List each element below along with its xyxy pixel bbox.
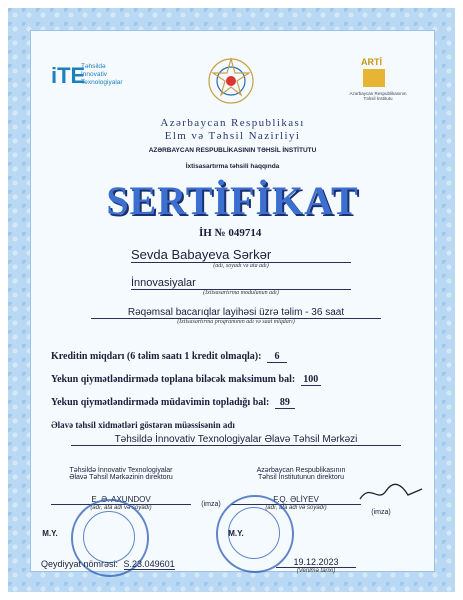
left-title-2: Əlavə Təhsil Mərkəzinin direktoru bbox=[69, 474, 173, 481]
institute-name: AZƏRBAYCAN RESPUBLİKASININ TƏHSİL İNSTİTUTU bbox=[148, 147, 317, 154]
signatory-right bbox=[221, 467, 381, 481]
ite-logo-mark: iTE bbox=[51, 63, 86, 88]
right-title-1: Azərbaycan Respublikasının bbox=[256, 467, 346, 474]
left-seal-label: M.Y. bbox=[42, 529, 58, 538]
ite-logo-line2: İnnovativ bbox=[81, 71, 108, 78]
ministry-line-1: Azərbaycan Respublikası bbox=[160, 117, 305, 129]
ite-logo-line1: Təhsildə bbox=[81, 63, 106, 70]
credit-label: Kreditin miqdarı (6 təlim saatı 1 kredit olmaqla): bbox=[51, 351, 262, 362]
provider-name: Təhsildə İnnovativ Texnologiyalar Əlavə Təhsil Mərkəzi bbox=[71, 434, 401, 446]
max-score-label: Yekun qiymətləndirmədə toplana biləcək maksimum bal: bbox=[51, 374, 296, 385]
arti-logo bbox=[343, 57, 423, 117]
max-score-value: 100 bbox=[301, 374, 321, 386]
right-signer-name: F.Q. ƏLİYEV bbox=[231, 495, 361, 505]
program-caption: (İxtisasartırma proqramının adı və saat miqdarı) bbox=[177, 319, 295, 325]
number-prefix: İH № bbox=[199, 227, 226, 239]
registration-label: Qeydiyyat nömrəsi: bbox=[41, 559, 119, 569]
handwritten-signature bbox=[356, 481, 426, 505]
credit-row bbox=[51, 351, 421, 363]
arti-logo-name: ARTİ bbox=[361, 57, 382, 67]
module-block bbox=[131, 277, 351, 296]
program-block bbox=[91, 307, 381, 325]
recipient-name: Sevda Babayeva Sərkər bbox=[131, 247, 351, 263]
right-title-2: Təhsil İnstitutunun direktoru bbox=[258, 474, 344, 481]
earned-score-row bbox=[51, 397, 421, 409]
ite-logo-line3: Texnologiyalar bbox=[81, 79, 123, 86]
arti-book-icon bbox=[363, 69, 385, 87]
state-emblem-icon bbox=[193, 51, 269, 113]
issue-date: 19.12.2023 bbox=[276, 557, 356, 568]
certificate-number bbox=[31, 227, 434, 239]
provider-label: Əlavə təhsil xidmətləri göstərən müəssisənin adı bbox=[51, 420, 235, 430]
left-signer-name: E. Ə. AXUNDOV bbox=[51, 495, 191, 505]
issue-date-caption: (Verilmə tarixi) bbox=[296, 568, 336, 574]
module-caption: (İxtisasartırma modulunun adı) bbox=[203, 290, 279, 296]
right-signer-caption: (adı, ata adı və soyadı) bbox=[265, 505, 327, 511]
ministry-line-2: Elm və Təhsil Nazirliyi bbox=[164, 130, 301, 142]
signatory-left bbox=[41, 467, 201, 481]
recipient-caption: (adı, soyadı və ata adı) bbox=[213, 263, 269, 269]
registration-row bbox=[41, 559, 201, 570]
earned-score-value: 89 bbox=[275, 397, 295, 409]
issue-date-block bbox=[276, 557, 356, 574]
left-signature-caption: (imza) bbox=[201, 501, 221, 508]
program-name: Rəqəmsal bacarıqlar layihəsi üzrə təlim - 36 saat bbox=[91, 307, 381, 319]
right-seal-label: M.Y. bbox=[228, 529, 244, 538]
arti-logo-subtitle: Azərbaycan Respublikasının Təhsil İnstitutu bbox=[349, 91, 407, 101]
certificate-subtitle: İxtisasartırma təhsili haqqında bbox=[185, 163, 280, 170]
credit-value: 6 bbox=[267, 351, 287, 363]
max-score-row bbox=[51, 374, 421, 386]
left-signer-caption: (adı, ata adı və soyadı) bbox=[90, 505, 152, 511]
provider-block bbox=[71, 434, 401, 446]
ite-logo bbox=[51, 59, 171, 99]
left-title-1: Təhsildə İnnovativ Texnologiyalar bbox=[69, 467, 173, 474]
recipient-block bbox=[131, 247, 351, 269]
module-name: İnnovasiyalar bbox=[131, 277, 351, 290]
registration-number: S.23.049601 bbox=[123, 559, 175, 569]
earned-score-label: Yekun qiymətləndirmədə müdavimin topladığı bal: bbox=[51, 397, 270, 408]
right-signature-caption: (imza) bbox=[371, 509, 391, 516]
ite-logo-text bbox=[81, 63, 123, 87]
certificate-body bbox=[30, 30, 435, 572]
certificate-title: SERTİFİKAT bbox=[106, 178, 359, 223]
number-value: 049714 bbox=[228, 227, 262, 239]
